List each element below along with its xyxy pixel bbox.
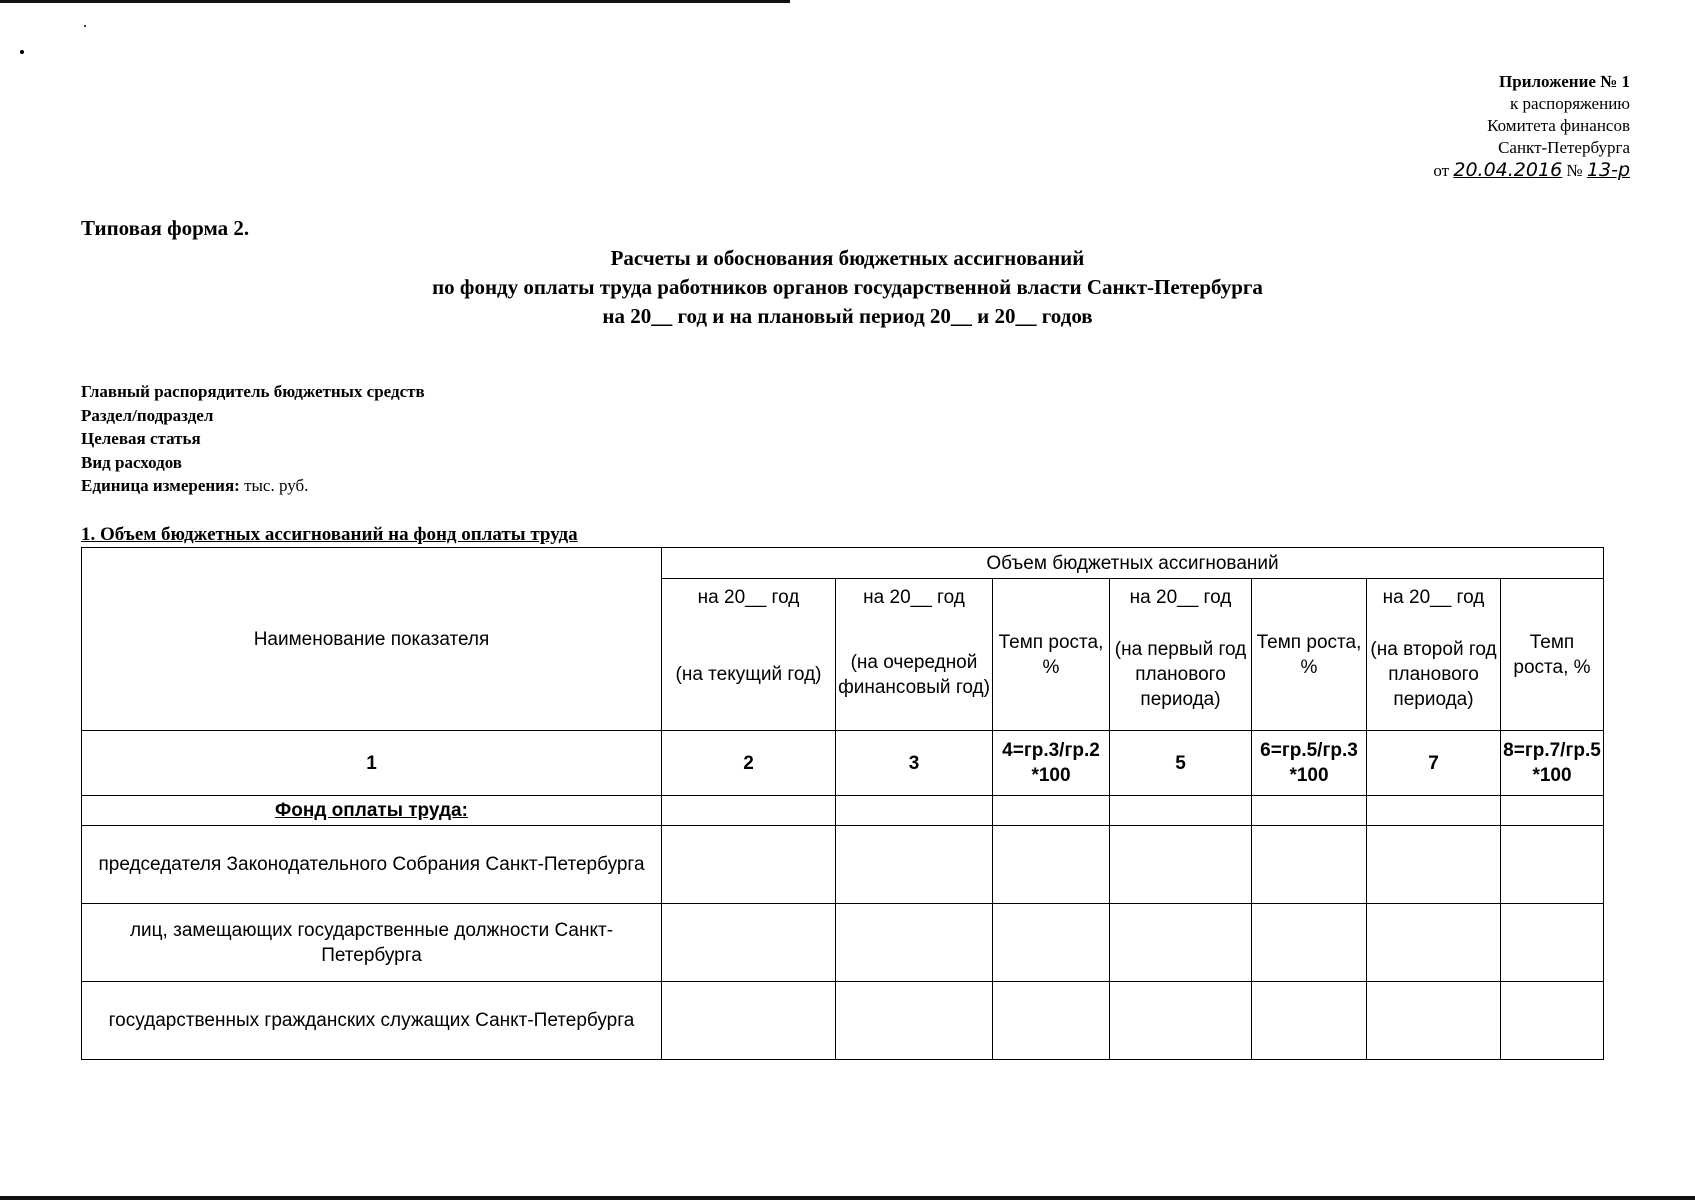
appendix-block — [1433, 71, 1630, 182]
column-year: на 20__ год — [697, 587, 800, 608]
scan-edge-bottom — [0, 1196, 1695, 1200]
table-cell — [662, 826, 836, 904]
table-row — [82, 796, 1604, 826]
table-cell — [1252, 982, 1367, 1060]
meta-section: Раздел/подраздел — [81, 405, 214, 425]
heading-line: на 20__ год и на плановый период 20__ и 20__ годов — [602, 304, 1093, 328]
table-cell — [993, 982, 1110, 1060]
date-prefix: от — [1433, 161, 1450, 180]
column-desc: (на второй год планового периода) — [1370, 639, 1497, 710]
column-number: 1 — [82, 731, 662, 796]
section-title: 1. Объем бюджетных ассигнований на фонд оплаты труда — [81, 524, 578, 545]
column-desc: (на текущий год) — [675, 664, 822, 685]
group-header: Объем бюджетных ассигнований — [662, 548, 1604, 579]
unit-label: Единица измерения: — [81, 476, 240, 495]
row-label: лиц, замещающих государственные должности Санкт-Петербурга — [82, 904, 662, 982]
budget-table — [81, 547, 1604, 1060]
table-row — [82, 904, 1604, 982]
table-cell — [1110, 826, 1252, 904]
unit-value: тыс. руб. — [244, 476, 309, 495]
row-label: государственных гражданских служащих Санкт-Петербурга — [82, 982, 662, 1060]
column-year: на 20__ год — [1129, 587, 1232, 608]
handwritten-date: 20.04.2016 — [1453, 159, 1563, 181]
scan-speck — [84, 25, 86, 27]
table-cell — [1252, 904, 1367, 982]
row-label: председателя Законодательного Собрания Санкт-Петербурга — [82, 826, 662, 904]
name-column-header: Наименование показателя — [82, 548, 662, 731]
table-cell — [1110, 904, 1252, 982]
table-cell — [1501, 796, 1604, 826]
appendix-title: Приложение № 1 — [1499, 72, 1630, 91]
table-cell — [1252, 826, 1367, 904]
column-desc: (на первый год планового периода) — [1114, 639, 1247, 710]
column-desc: Темп роста, % — [1513, 631, 1591, 678]
table-cell — [1110, 982, 1252, 1060]
table-cell — [662, 982, 836, 1060]
table-cell — [1501, 982, 1604, 1060]
scan-edge-top — [0, 0, 790, 3]
column-header — [836, 579, 993, 731]
appendix-line: Санкт-Петербурга — [1498, 138, 1630, 157]
table-cell — [1501, 904, 1604, 982]
heading-line: по фонду оплаты труда работников органов государственной власти Санкт-Петербурга — [432, 275, 1263, 299]
table-cell — [1367, 796, 1501, 826]
table-cell — [836, 904, 993, 982]
form-label: Типовая форма 2. — [81, 216, 250, 240]
meta-block — [81, 380, 425, 498]
column-header — [1252, 579, 1367, 731]
table-cell — [993, 904, 1110, 982]
number-sign: № — [1566, 161, 1583, 180]
column-year: на 20__ год — [1382, 587, 1485, 608]
document-heading — [0, 244, 1695, 331]
column-desc: Темп роста, % — [1256, 631, 1362, 678]
appendix-line: Комитета финансов — [1487, 116, 1630, 135]
column-header — [1367, 579, 1501, 731]
column-header — [993, 579, 1110, 731]
table-row — [82, 982, 1604, 1060]
table-cell — [836, 826, 993, 904]
table-cell — [1252, 796, 1367, 826]
table-cell — [993, 796, 1110, 826]
table-cell — [1501, 826, 1604, 904]
table-cell — [836, 796, 993, 826]
table-row — [82, 826, 1604, 904]
column-number: 7 — [1367, 731, 1501, 796]
table-cell — [662, 796, 836, 826]
column-number: 2 — [662, 731, 836, 796]
column-number: 3 — [836, 731, 993, 796]
scan-speck — [20, 50, 24, 54]
table-cell — [1110, 796, 1252, 826]
table-cell — [1367, 826, 1501, 904]
meta-expense-type: Вид расходов — [81, 452, 182, 472]
table-cell — [1367, 904, 1501, 982]
table-cell — [662, 904, 836, 982]
column-desc: Темп роста, % — [998, 631, 1104, 678]
meta-manager: Главный распорядитель бюджетных средств — [81, 382, 425, 401]
meta-target: Целевая статья — [81, 429, 201, 448]
handwritten-number: 13-р — [1586, 159, 1630, 181]
column-number: 5 — [1110, 731, 1252, 796]
column-header — [1501, 579, 1604, 731]
heading-line: Расчеты и обоснования бюджетных ассигнований — [610, 246, 1085, 270]
column-header — [662, 579, 836, 731]
column-number: 6=гр.5/гр.3 *100 — [1252, 731, 1367, 796]
appendix-line: к распоряжению — [1510, 94, 1630, 113]
appendix-date-line — [1433, 159, 1630, 182]
table-cell — [993, 826, 1110, 904]
meta-unit — [81, 474, 425, 498]
column-number: 4=гр.3/гр.2 *100 — [993, 731, 1110, 796]
row-label: Фонд оплаты труда: — [82, 796, 662, 826]
column-desc: (на очередной финансовый год) — [838, 651, 990, 698]
column-number: 8=гр.7/гр.5 *100 — [1501, 731, 1604, 796]
table-cell — [1367, 982, 1501, 1060]
table-cell — [836, 982, 993, 1060]
column-year: на 20__ год — [863, 587, 965, 608]
column-header — [1110, 579, 1252, 731]
